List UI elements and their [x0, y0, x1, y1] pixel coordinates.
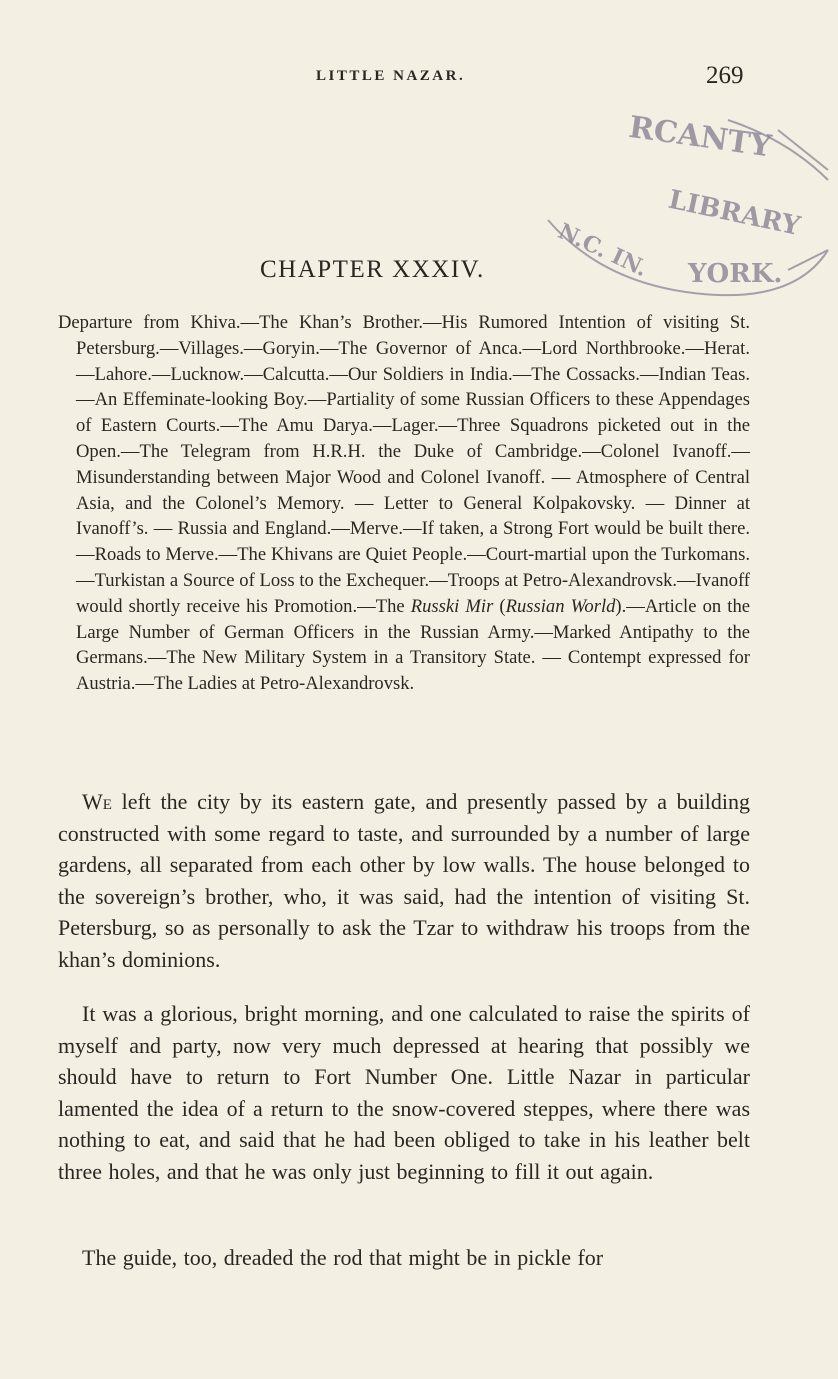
synopsis-italic-1: Russki Mir	[410, 595, 494, 617]
paragraph-3: The guide, too, dreaded the rod that might be in pickle for	[82, 1245, 604, 1270]
stamp-text-bottom: YORK.	[688, 259, 783, 289]
synopsis-text-2: (	[493, 595, 506, 617]
stamp-text-left: N.C. IN.	[554, 218, 652, 283]
chapter-synopsis	[58, 310, 750, 697]
paragraph-2: It was a glorious, bright morning, and one calculated to raise the spirits of myself and party, now very much depressed at hearing that possibly we should have to return to Fort Number One. Little Nazar in particular lamented the idea of a return to the snow-covered steppes, where there was nothing to eat, and said that he had been obliged to take in his leather belt three holes, and that he was only just beginning to fill it out again.	[58, 1001, 750, 1184]
synopsis-text-1: Departure from Khiva.—The Khan’s Brother.—His Rumored Intention of visiting St. Petersburg.—Villages.—Goryin.—The Governor of Anca.—Lord Northbrooke.—Herat.—Lahore.—Lucknow.—Calcutta.—Our Soldiers in India.—The Cossacks.—Indian Teas.—An Effeminate-looking Boy.—Partiality of some Russian Officers to these Appendages of Eastern Courts.—The Amu Darya.—Lager.—Three Squadrons picketed out in the Open.—The Telegram from H.R.H. the Duke of Cambridge.—Colonel Ivanoff.—Misunderstanding between Major Wood and Colonel Ivanoff. — Atmosphere of Central Asia, and the Colonel’s Memory. — Letter to General Kolpakovsky. — Dinner at Ivanoff’s. — Russia and England.—Merve.—If taken, a Strong Fort would be built there.—Roads to Merve.—The Khivans are Quiet People.—Court-martial upon the Turkomans.—Turkistan a Source of Loss to the Exchequer.—Troops at Petro-Alexandrovsk.—Ivanoff would shortly receive his Promotion.—The	[58, 312, 750, 617]
running-title: LITTLE NAZAR.	[316, 68, 466, 84]
page-number: 269	[706, 62, 744, 89]
paragraph-1	[58, 786, 750, 976]
synopsis-text-3: ).—Article on the Large Number of German Officers in the Russian Army.—Marked Antipathy to the Germans.—The New Military System in a Transitory State. — Contempt expressed for Austria.—The Ladies at Petro-Alexandrovsk.	[76, 595, 751, 695]
synopsis-italic-2: Russian World	[505, 595, 616, 617]
chapter-title: CHAPTER XXXIV.	[260, 256, 485, 283]
paragraph-1-lead: We	[82, 789, 112, 814]
library-stamp	[528, 100, 838, 310]
stamp-text-mid: LIBRARY	[665, 184, 803, 242]
stamp-text-top: RCANTY	[626, 109, 774, 165]
paragraph-1-text: left the city by its eastern gate, and presently passed by a building constructed with some regard to taste, and surrounded by a number of large gardens, all separated from each other by low walls. The house belonged to the sovereign’s brother, who, it was said, had the intention of visiting St. Petersburg, so as personally to ask the Tzar to withdraw his troops from the khan’s dominions.	[58, 789, 750, 972]
